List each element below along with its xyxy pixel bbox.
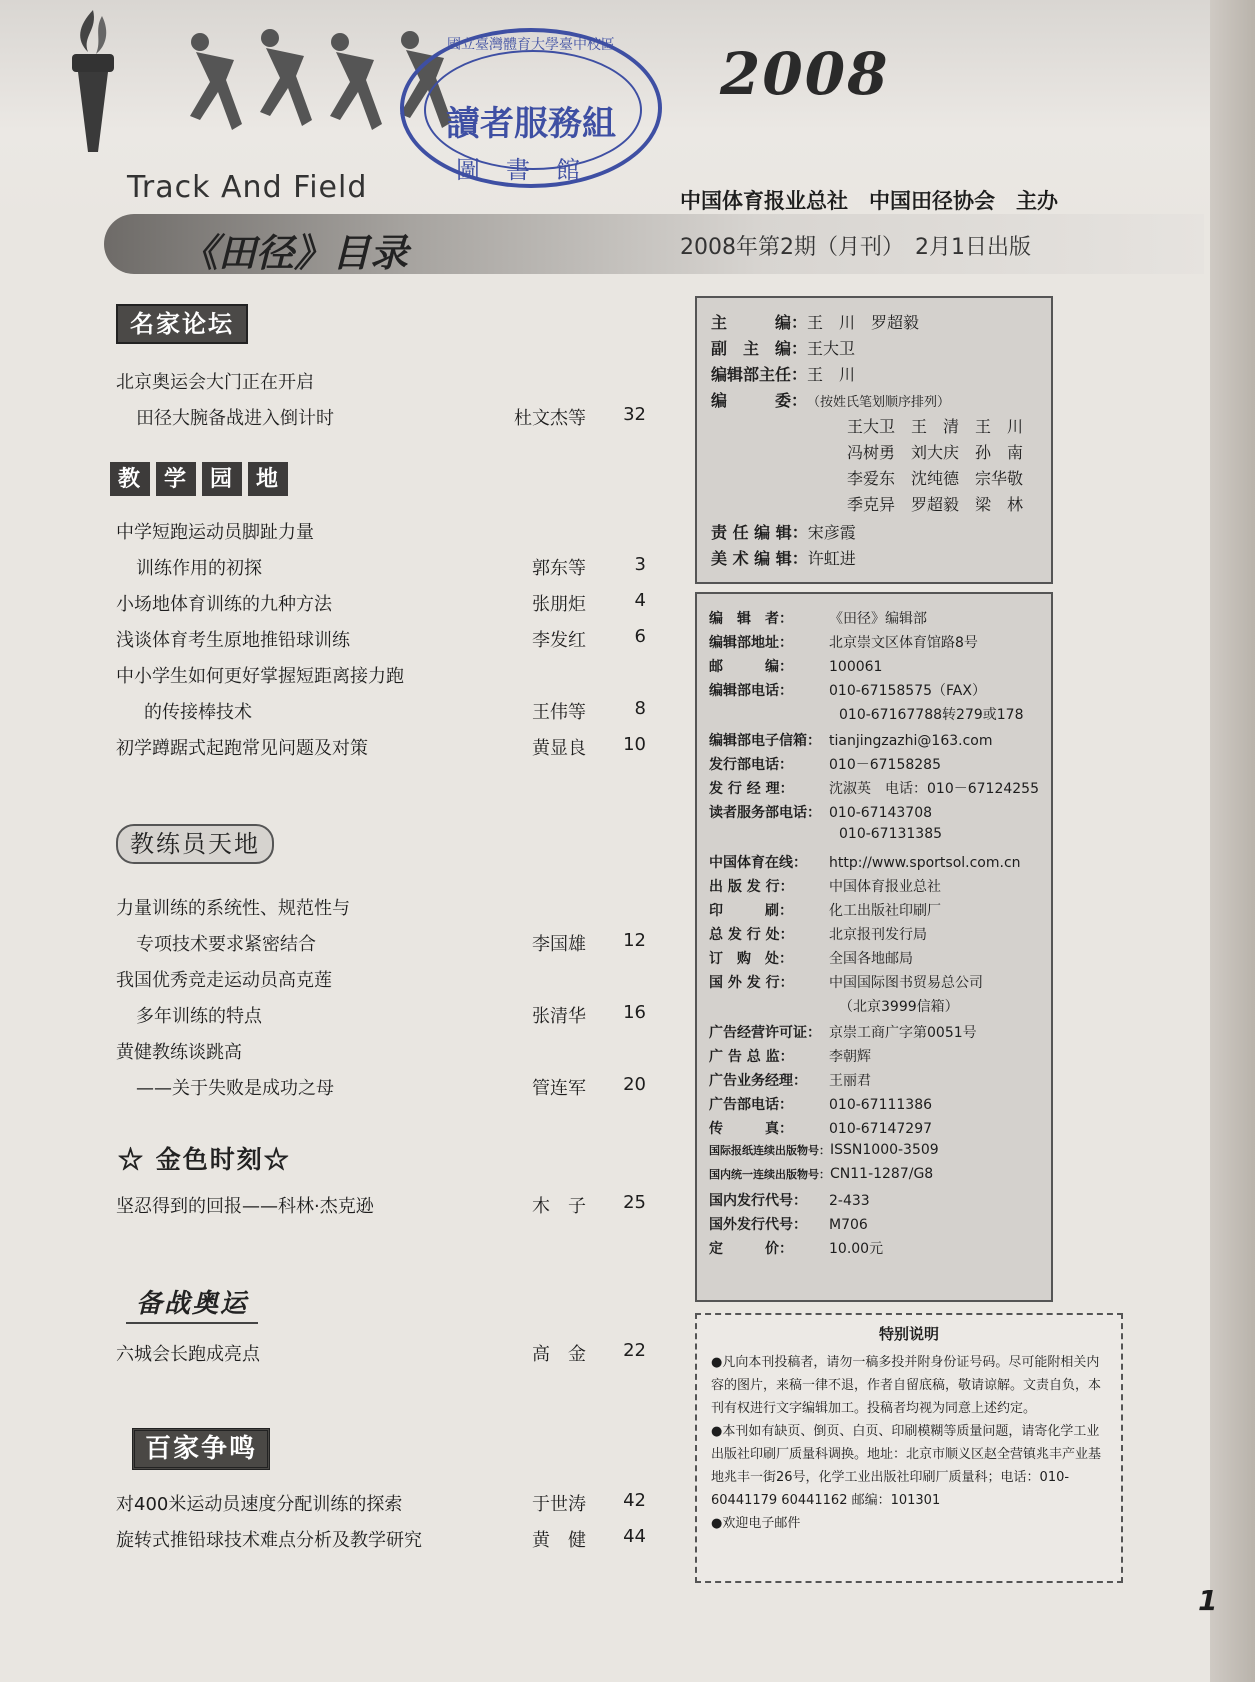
info-line: 编辑部地址： 北京崇文区体育馆路8号 [709,635,978,651]
toc-entry[interactable]: 训练作用的初探 郭东等 3 [136,554,646,579]
toc-entry[interactable]: 旋转式推铅球技术难点分析及教学研究 黄 健 44 [116,1526,646,1551]
toc-entry[interactable]: 六城会长跑成亮点 高 金 22 [116,1340,646,1365]
notice-item: ●凡向本刊投稿者，请勿一稿多投并附身份证号码。尽可能附相关内容的图片，来稿一律不退，作者自留底稿，敬请谅解。文责自负，本刊有权进行文字编辑加工。投稿者均视为同意上述约定。 [711,1355,1102,1416]
info-line: 编辑部电话： 010-67158575（FAX） [709,683,986,699]
toc-entry[interactable]: ——关于失败是成功之母 管连军 20 [136,1074,646,1099]
masthead-line: 冯树勇 刘大庆 孙 南 [847,443,1024,462]
info-line: 广告业务经理： 王丽君 [709,1073,871,1089]
magazine-english-title: Track And Field [127,170,368,205]
stamp-middle-text: 讀者服務組 [446,104,616,144]
info-line: 广 告 总 监： 李朝辉 [709,1049,871,1065]
torch-icon [58,6,128,156]
masthead-line: 编辑部主任：王 川 [711,365,856,384]
page-edge [1210,0,1255,1682]
toc-entry[interactable]: 浅谈体育考生原地推铅球训练 李发红 6 [116,626,646,651]
toc-entry[interactable]: 小场地体育训练的九种方法 张朋炬 4 [116,590,646,615]
section-heading: 百家争鸣 [132,1428,270,1470]
notice-body [711,1351,1109,1535]
toc-entry[interactable]: 多年训练的特点 张清华 16 [136,1002,646,1027]
masthead-box [695,296,1053,584]
info-line: 印 刷： 化工出版社印刷厂 [709,903,941,919]
masthead-line: 编 委：（按姓氏笔划顺序排列） [711,391,951,410]
section-heading: 备战奥运 [126,1286,258,1324]
table-of-contents [100,290,650,1580]
notice-item: ●欢迎电子邮件 [711,1516,801,1531]
masthead-line: 李爱东 沈纯德 宗华敬 [847,469,1024,488]
toc-entry[interactable]: 力量训练的系统性、规范性与 [116,898,350,919]
toc-entry[interactable]: 对400米运动员速度分配训练的探索 于世涛 42 [116,1490,646,1515]
info-line: 编 辑 者： 《田径》编辑部 [709,611,927,627]
year-label: 2008 [720,40,890,108]
info-line: 总 发 行 处： 北京报刊发行局 [709,927,927,943]
section-heading: 教 学 园 地 [110,460,294,496]
issue-info: 2008年第2期（月刊） 2月1日出版 [680,235,1031,260]
masthead-line: 责 任 编 辑：宋彦霞 [711,523,856,542]
section-heading: 教练员天地 [116,824,274,864]
toc-entry[interactable]: 中小学生如何更好掌握短距离接力跑 [116,666,404,687]
notice-item: ●本刊如有缺页、倒页、白页、印刷模糊等质量问题，请寄化学工业出版社印刷厂质量科调换。地址：北京市顺义区赵全营镇兆丰产业基地兆丰一街26号，化学工业出版社印刷厂质量科；电话：010-60441179 60441162 邮编：101301 [711,1424,1102,1508]
info-line: 国内统一连续出版物号：CN11-1287/G8 [709,1166,934,1182]
toc-entry[interactable]: 的传接棒技术 王伟等 8 [144,698,646,723]
stamp-top-text: 國立臺灣體育大學臺中校區 [447,37,615,53]
sponsor-line: 中国体育报业总社 中国田径协会 主办 [680,189,1058,213]
special-notice [695,1313,1123,1583]
info-line: 广告经营许可证： 京崇工商广字第0051号 [709,1025,977,1041]
page-number: 1 [1198,1584,1218,1617]
info-line: 国 外 发 行： 中国国际图书贸易总公司 [709,975,983,991]
section-heading: 名家论坛 [116,304,248,344]
info-line: 国际报纸连续出版物号：ISSN1000-3509 [709,1142,939,1158]
library-stamp [400,28,662,188]
info-line: 010-67167788转279或178 [839,707,1024,723]
toc-entry[interactable]: 我国优秀竞走运动员高克莲 [116,970,332,991]
toc-entry[interactable]: 坚忍得到的回报——科林·杰克逊 木 子 25 [116,1192,646,1217]
masthead-line: 季克异 罗超毅 梁 林 [847,495,1024,514]
info-line: 出 版 发 行： 中国体育报业总社 [709,879,941,895]
info-line: 编辑部电子信箱： tianjingzazhi@163.com [709,733,993,749]
section-heading: ☆ 金色时刻☆ [118,1145,291,1174]
info-line: 010-67131385 [839,826,943,842]
info-line: （北京3999信箱） [839,999,959,1015]
info-line: 传 真： 010-67147297 [709,1121,933,1137]
info-line: 中国体育在线： http://www.sportsol.com.cn [709,855,1021,871]
masthead-line: 副 主 编：王大卫 [711,339,856,358]
masthead-line: 王大卫 王 清 王 川 [847,417,1024,436]
info-line: 邮 编： 100061 [709,659,883,675]
info-line: 读者服务部电话： 010-67143708 [709,805,933,821]
publication-info-box [695,592,1053,1302]
toc-entry[interactable]: 北京奥运会大门正在开启 [116,372,314,393]
info-line: 广告部电话： 010-67111386 [709,1097,933,1113]
toc-entry[interactable]: 黄健教练谈跳高 [116,1042,242,1063]
toc-entry[interactable]: 田径大腕备战进入倒计时 杜文杰等 32 [136,404,646,429]
masthead-line: 主 编：王 川 罗超毅 [711,313,920,332]
toc-entry[interactable]: 中学短跑运动员脚趾力量 [116,522,314,543]
notice-title: 特别说明 [878,1325,939,1343]
toc-entry[interactable]: 专项技术要求紧密结合 李国雄 12 [136,930,646,955]
info-line: 发行部电话： 010－67158285 [709,757,941,773]
info-line: 国内发行代号： 2-433 [709,1193,870,1209]
masthead-line: 美 术 编 辑：许虹进 [711,549,856,568]
info-line: 发 行 经 理： 沈淑英 电话：010－67124255 [709,781,1039,797]
info-line: 订 购 处： 全国各地邮局 [709,951,913,967]
stamp-bottom-text: 圖書館 [456,156,606,184]
info-line: 国外发行代号： M706 [709,1217,868,1233]
toc-entry[interactable]: 初学蹲踞式起跑常见问题及对策 黄显良 10 [116,734,646,759]
info-line: 定 价： 10.00元 [709,1241,884,1257]
page-title: 《田径》目录 [180,230,409,275]
